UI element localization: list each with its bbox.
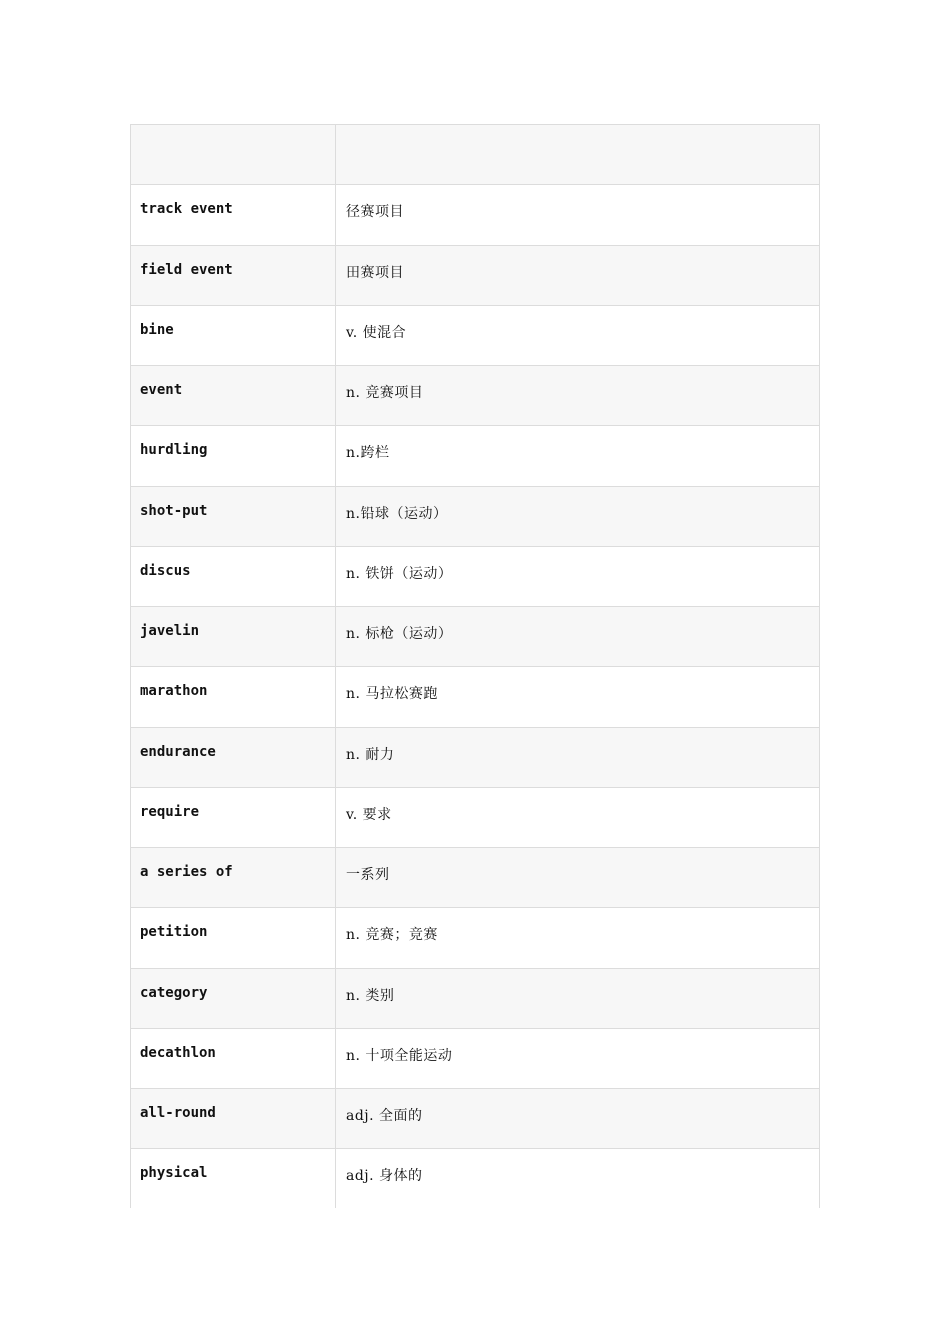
vocabulary-table	[130, 124, 820, 1208]
table-row	[131, 547, 819, 607]
term-cell: shot-put	[131, 487, 336, 546]
table-row	[131, 667, 819, 727]
term-cell: track event	[131, 185, 336, 244]
term-cell: physical	[131, 1149, 336, 1208]
table-row	[131, 1149, 819, 1208]
table-row	[131, 848, 819, 908]
table-row	[131, 426, 819, 486]
meaning-cell: n. 标枪（运动）	[346, 626, 453, 642]
meaning-cell: n. 类别	[346, 987, 395, 1004]
meaning-cell: n. 十项全能运动	[346, 1047, 453, 1064]
table-header-row	[131, 125, 819, 185]
header-meaning-cell	[336, 125, 819, 184]
table-row	[131, 246, 819, 306]
term-cell: all-round	[131, 1089, 336, 1148]
table-row	[131, 607, 819, 667]
meaning-cell: n. 铁饼（运动）	[346, 565, 453, 582]
meaning-cell: n.跨栏	[346, 445, 390, 462]
meaning-cell: n. 竞赛项目	[346, 385, 424, 401]
term-cell: decathlon	[131, 1029, 336, 1088]
term-cell: endurance	[131, 728, 336, 787]
table-row	[131, 306, 819, 366]
term-cell: require	[131, 788, 336, 847]
meaning-cell: adj. 全面的	[346, 1108, 423, 1124]
meaning-cell: 径赛项目	[346, 204, 404, 221]
term-cell: category	[131, 969, 336, 1028]
meaning-cell: n. 马拉松赛跑	[346, 686, 438, 703]
header-term-cell	[131, 125, 336, 184]
term-cell: field event	[131, 246, 336, 305]
term-cell: bine	[131, 306, 336, 365]
table-row	[131, 1029, 819, 1089]
table-row	[131, 366, 819, 426]
table-row	[131, 969, 819, 1029]
meaning-cell: v. 使混合	[346, 324, 407, 341]
meaning-cell: 一系列	[346, 867, 390, 883]
term-cell: a series of	[131, 848, 336, 907]
table-row	[131, 487, 819, 547]
meaning-cell: n.铅球（运动）	[346, 505, 448, 522]
table-row	[131, 908, 819, 968]
table-row	[131, 185, 819, 245]
meaning-cell: v. 要求	[346, 806, 392, 823]
term-cell: javelin	[131, 607, 336, 666]
term-cell: event	[131, 366, 336, 425]
term-cell: marathon	[131, 667, 336, 726]
table-row	[131, 1089, 819, 1149]
table-row	[131, 728, 819, 788]
meaning-cell: n. 耐力	[346, 746, 395, 763]
meaning-cell: n. 竞赛；竞赛	[346, 927, 438, 944]
term-cell: hurdling	[131, 426, 336, 485]
meaning-cell: 田赛项目	[346, 264, 404, 281]
term-cell: petition	[131, 908, 336, 967]
table-row	[131, 788, 819, 848]
meaning-cell: adj. 身体的	[346, 1168, 423, 1185]
term-cell: discus	[131, 547, 336, 606]
